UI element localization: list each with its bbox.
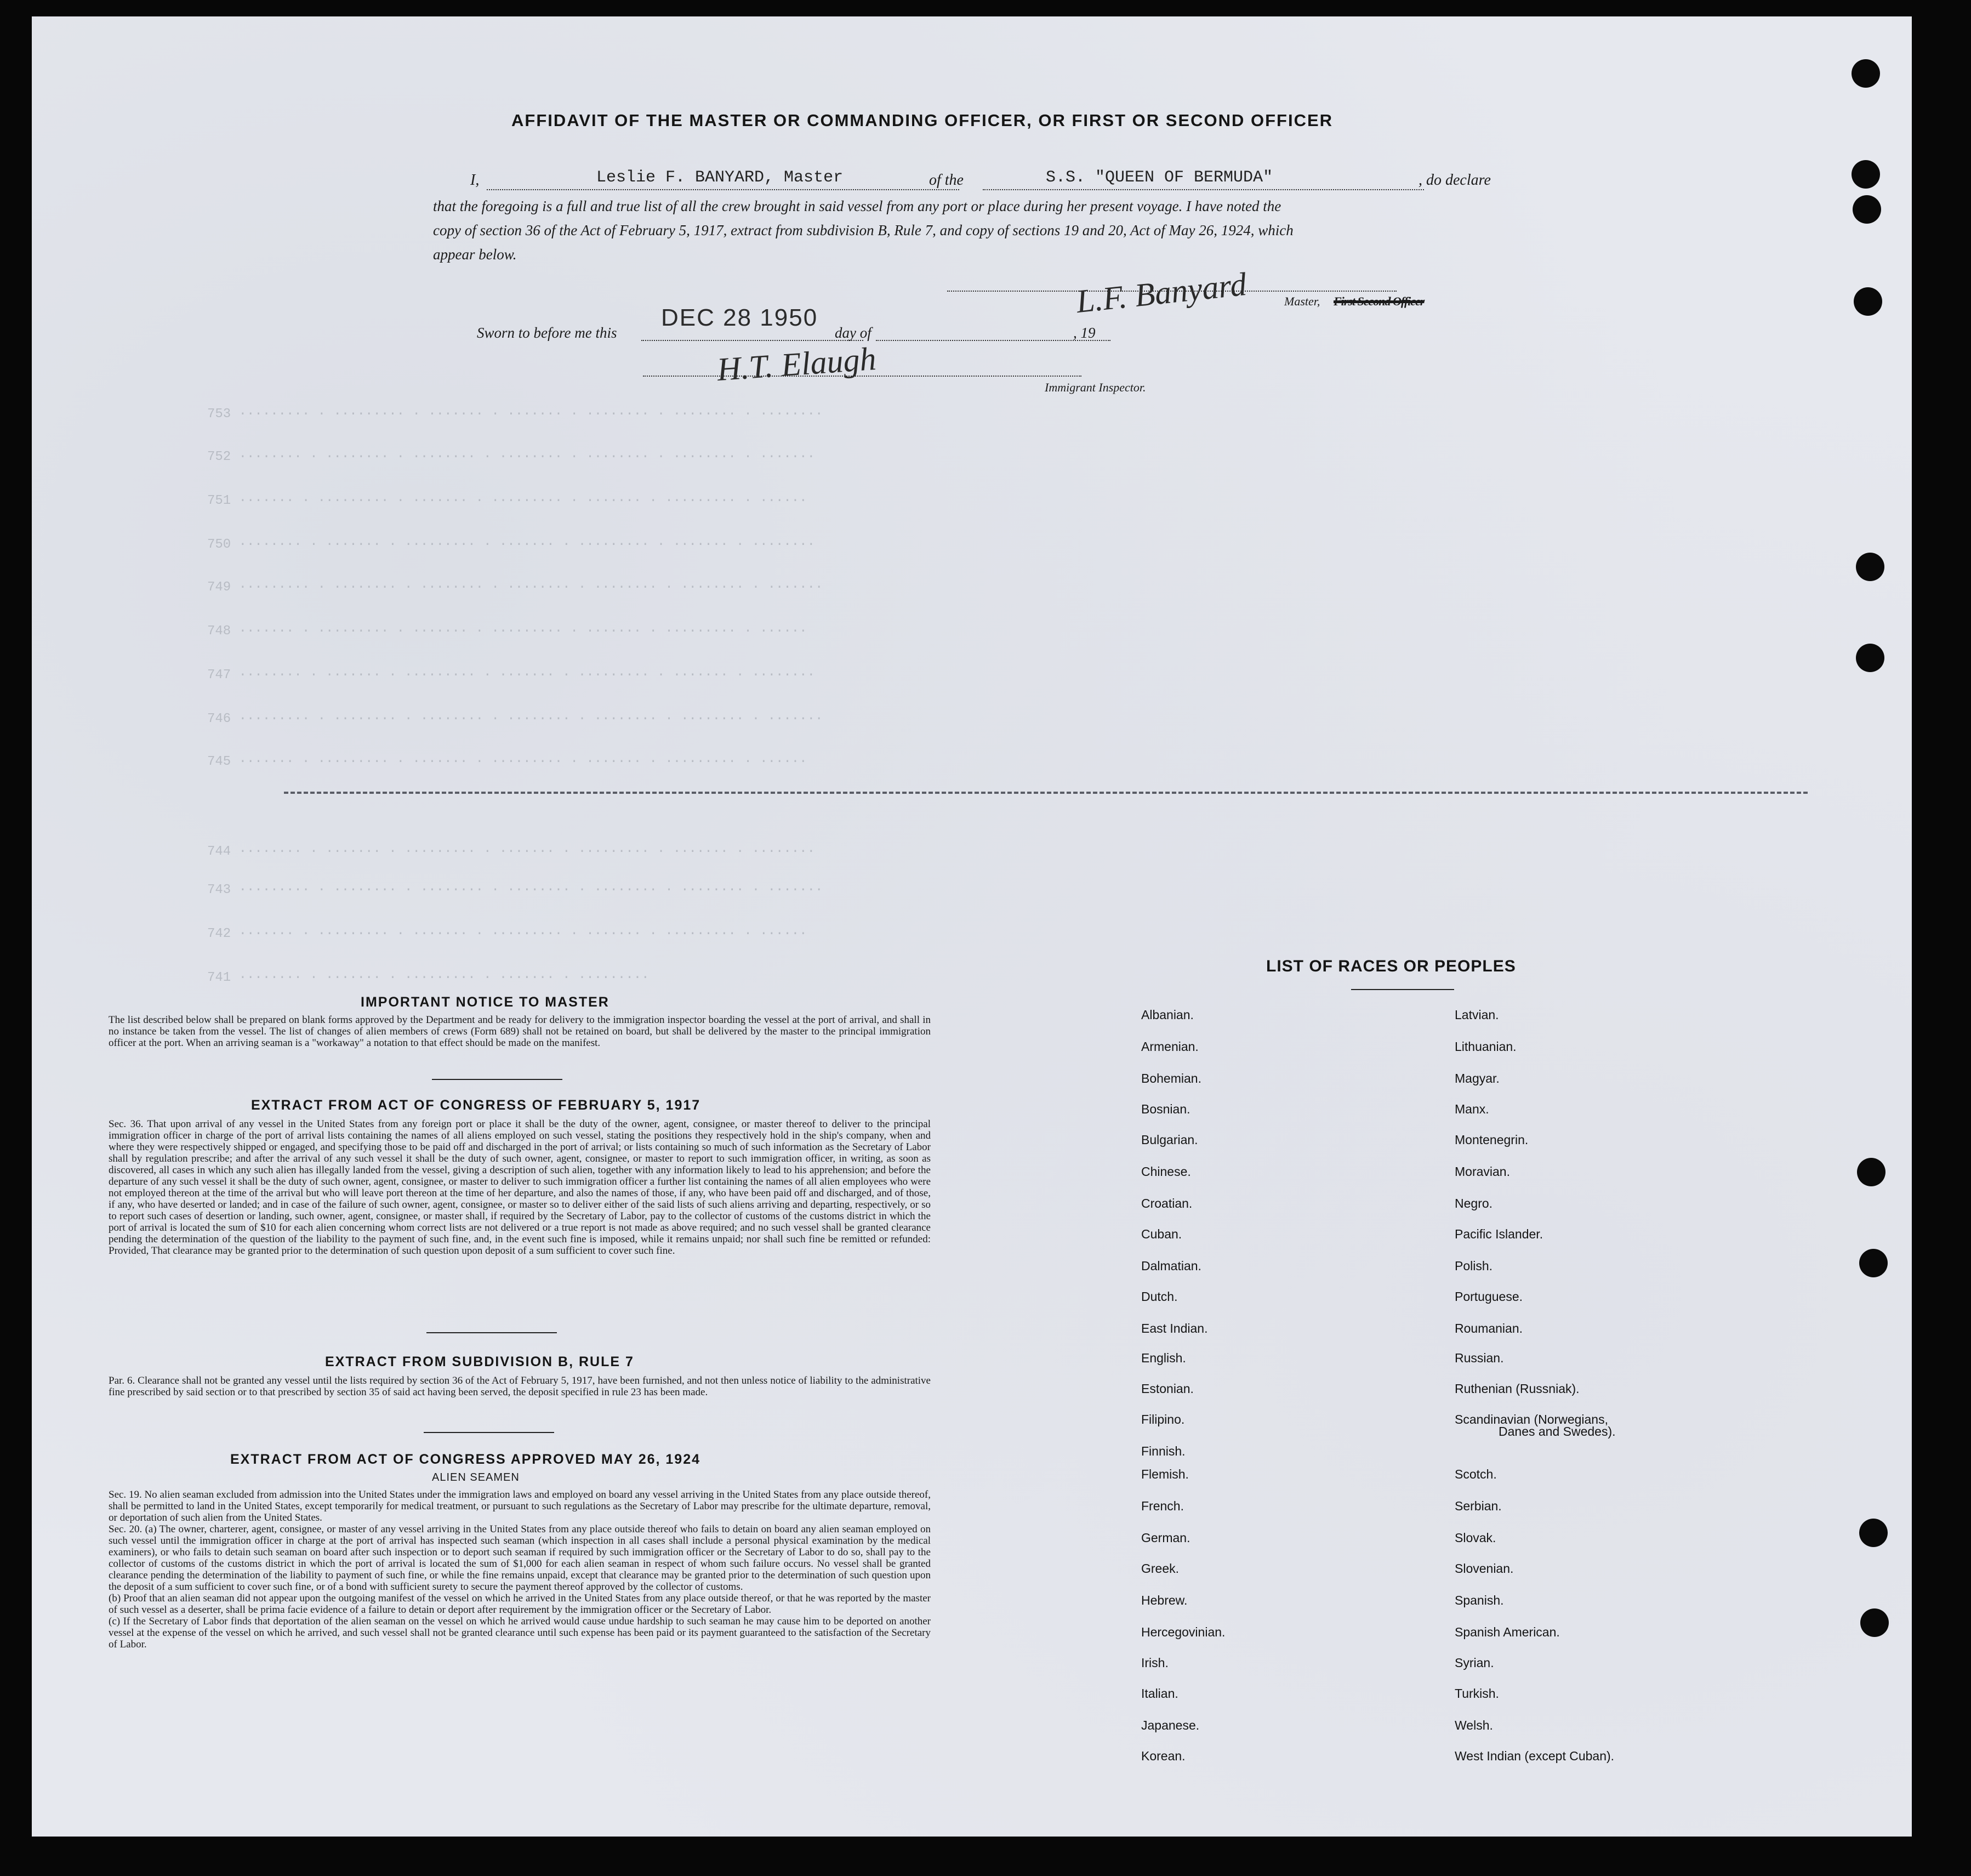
- race-item: Korean.: [1141, 1749, 1186, 1763]
- race-item: Albanian.: [1141, 1008, 1194, 1022]
- race-item: Latvian.: [1455, 1008, 1499, 1022]
- race-item: German.: [1141, 1531, 1190, 1545]
- race-item: Turkish.: [1455, 1686, 1499, 1701]
- race-item: English.: [1141, 1351, 1186, 1365]
- race-item: Pacific Islander.: [1455, 1227, 1543, 1241]
- races-title: LIST OF RACES OR PEOPLES: [1266, 957, 1516, 975]
- race-item: Cuban.: [1141, 1227, 1182, 1241]
- race-item: Greek.: [1141, 1561, 1180, 1576]
- i-label: I,: [470, 172, 480, 189]
- sec-20c: (c) If the Secretary of Labor finds that deportation of the alien seaman on the vessel on which he arrived would cause undue hardship to such seaman he may cause him to be deported on another vessel at the expense of the vessel on which he arrived, and such vessel shall not be granted clearance until such expense has been paid or its payment guaranteed to the satisfaction of the Secretary of Labor.: [109, 1616, 931, 1650]
- binder-hole: [1853, 195, 1881, 224]
- race-item: Roumanian.: [1455, 1321, 1523, 1335]
- inspector-signature: H.T. Elaugh: [716, 340, 878, 388]
- binder-hole: [1860, 1608, 1889, 1637]
- race-item-continuation: Danes and Swedes).: [1499, 1424, 1616, 1439]
- declaration-line-2: copy of section 36 of the Act of February 5, 1917, extract from subdivision B, Rule 7, and copy of sections 19 and 20, Act of May 26, 1924, which: [433, 222, 1294, 238]
- extract-1924-body: [109, 1489, 931, 1650]
- binder-hole: [1859, 1249, 1888, 1277]
- extract-rule7-title: EXTRACT FROM SUBDIVISION B, RULE 7: [325, 1354, 634, 1369]
- sec-20b: (b) Proof that an alien seaman did not appear upon the outgoing manifest of the vessel on which he arrived in the United States from any place outside thereof, or that he was reported by the master of such vessel as a deserter, shall be prima facie evidence of a failure to detain or deport after requirement by the immigration officer or the Secretary of Labor.: [109, 1593, 931, 1616]
- race-item: Japanese.: [1141, 1718, 1200, 1732]
- race-item: Filipino.: [1141, 1412, 1185, 1426]
- race-item: Serbian.: [1455, 1499, 1502, 1513]
- race-item: Estonian.: [1141, 1382, 1194, 1396]
- do-declare-label: , do declare: [1419, 172, 1491, 189]
- declaration-line-1: that the foregoing is a full and true list of all the crew brought in said vessel from any port or place during her present voyage. I have noted the: [433, 198, 1281, 214]
- notice-title: IMPORTANT NOTICE TO MASTER: [361, 994, 609, 1010]
- race-item: Magyar.: [1455, 1071, 1500, 1085]
- race-item: Polish.: [1455, 1259, 1493, 1273]
- notice-body: The list described below shall be prepared on blank forms approved by the Department and be ready for delivery to the immigration inspector boarding the vessel at the port of arrival, and shall in no instance be taken from the vessel. The list of changes of alien members of crews (Form 689) shall not be retained on board, but shall be delivered by the master to the principal immigration officer at the port. When an arriving seaman is a "workaway" a notation to that effect should be made on the manifest.: [109, 1014, 931, 1049]
- race-item: Ruthenian (Russniak).: [1455, 1382, 1580, 1396]
- race-item: Slovenian.: [1455, 1561, 1514, 1576]
- divider: [426, 1332, 557, 1333]
- sworn-label: Sworn to before me this: [477, 325, 617, 341]
- race-item: French.: [1141, 1499, 1184, 1513]
- race-item: Spanish American.: [1455, 1625, 1560, 1639]
- sec-19: Sec. 19. No alien seaman excluded from admission into the United States under the immigration laws and employed on board any vessel arriving in the United States from any place outside thereof, shall be permitted to land in the United States, except temporarily for medical treatment, or pursuant to such regulations as the Secretary of Labor may prescribe for the ultimate departure, removal, or deportation of such alien from the United States.: [109, 1489, 931, 1523]
- extract-1917-title: EXTRACT FROM ACT OF CONGRESS OF FEBRUARY 5, 1917: [251, 1098, 701, 1113]
- race-item: West Indian (except Cuban).: [1455, 1749, 1615, 1763]
- manifest-sheet: 753 ········· · ········· · ······· · ······· · ········ · ········ · ········ 752 ········ · ········ · ········ · ········ · ········ · ········ · ······· 751 ······· · ········· · ······· · ········· · ······· · ········· · ······ 750 ········ · ······· · ········· · ······· · ········· · ······· · ········ 749 ········· · ········ · ········ · ········ · ········ · ········ · ······· 748 ······· · ········· · ······· · ········· · ······· · ········· · ······ 747 ········ · ······· · ········· · ······· · ········· · ······· · ········ 746 ········· · ········ · ········ · ········ · ········ · ········ · ······· 745 ······· · ········· · ······· · ········· · ······· · ········· · ······ 744 ········ · ······· · ········· · ······· · ········· · ······· · ········ 743 ········· · ········ · ········ · ········ · ········ · ········ · ······· 742 ······· · ········· · ······· · ········· · ······· · ········· · ······ 741 ········ · ······· · ········· · ······· · ········· AFFIDAVIT OF THE MASTER OR COMMANDING OFFICER, OR FIRST OR SECOND OFFICER I, Leslie F. BANYARD, Master of the S.S. "QUEEN OF BERMUDA" , do declare that the foregoing is a full and true list of all the crew brought in said vessel from any port or place during her present voyage. I have noted the copy of section 36 of the Act of February 5, 1917, extract from subdivision B, Rule 7, and copy of sections 19 and 20, Act of May 26, 1924, which appear below. L.F. Banyard Master, First Second Officer Sworn to before me this DEC 28 1950 day of , 19 H.T. Elaugh Immigrant Inspector. IMPORTANT NOTICE TO MASTER The list described below shall be prepared on blank forms approved by the Department and be ready for delivery to the immigration inspector boarding the vessel at the port of arrival, and shall in no instance be taken from the vessel. The list of changes of alien members of crews (Form 689) shall not be retained on board, but shall be delivered by the master to the principal immigration officer at the port. When an arriving seaman is a "workaway" a notation to that effect should be made on the manifest. EXTRACT FROM ACT OF CONGRESS OF FEBRUARY 5, 1917 Sec. 36. That upon arrival of any vessel in the United States from any foreign port or place it shall be the duty of the owner, agent, consignee, or master thereof to deliver to the principal immigration officer in charge of the port of arrival lists containing the names of all aliens employed on such vessel, stating the positions they respectively hold in the ship's company, when and where they were respectively shipped or engaged, and specifying those to be paid off and discharged in the port of arrival; or lists containing so much of such information as the Secretary of Labor shall by regulation prescribe; and after the arrival of any such vessel it shall be the duty of such owner, agent, consignee, or master to report to such immigration officer, in writing, as soon as discovered, all cases in which any such alien has illegally landed from the vessel, giving a description of such alien, together with any information likely to lead to his apprehension; and before the departure of any such vessel it shall be the duty of such owner, agent, consignee, or master to deliver to such immigration officer a further list containing the names of all alien employees who were not employed thereon at the time of the arrival but who will leave port thereon at the time of her departure, and also the names of those, if any, who have been paid off and discharged, and of those, if any, who have deserted or landed; and in case of the failure of such owner, agent, consignee, or master so to deliver either of the said lists of such aliens arriving and departing, respectively, or so to report such cases of desertion or landing, such owner, agent, consignee, or master shall, if required by the Secretary of Labor, pay to the collector of customs of the customs district in which the port of arrival is located the sum of $10 for each alien concerning whom correct lists are not delivered or a true report is not made as above required; and no such vessel shall be granted clearance pending the determination of the question of the liability to the payment of such fine, and, in the event such fine is imposed, while it remains unpaid; nor shall such fine be remitted or refunded: Provided, That clearance may be granted prior to the determination of such question upon deposit of a sum sufficient to cover such fine. EXTRACT FROM SUBDIVISION B, RULE 7 Par. 6. Clearance shall not be granted any vessel until the lists required by section 36 of the Act of February 5, 1917, have been furnished, and not then unless notice of liability to the administrative fine prescribed by said section or to that prescribed by section 35 of said act having been served, the deposit specified in rule 23 has been made. EXTRACT FROM ACT OF CONGRESS APPROVED MAY 26, 1924 ALIEN SEAMEN Sec. 19. No alien seaman excluded from admission into the United States under the immigration laws and employed on board any vessel arriving in the United States from any place outside thereof, shall be permitted to land in the United States, except temporarily for medical treatment, or pursuant to such regulations as the Secretary of Labor may prescribe for the ultimate departure, removal, or deportation of such alien from the United States. Sec. 20. (a) The owner, charterer, agent, consignee, or master of any vessel arriving in the United States from any place outside thereof who fails to detain on board any alien seaman employed on such vessel until the immigration officer in charge at the port of arrival has inspected such seaman (which inspection in all cases shall include a personal physical examination by the medical examiners), or who fails to detain such seaman on board after such inspection or to deport such seaman if required by such immigration officer or the Secretary of Labor to do so, shall pay to the collector of customs of the customs district in which the port of arrival is located the sum of $1,000 for each alien seaman in respect of whom such failure occurs. No vessel shall be granted clearance pending the determination of the liability to payment of such fine, or while the fine remains unpaid, except that clearance may be granted prior to the determination of such question upon the deposit of a sum sufficient to cover such fine, or of a bond with sufficient surety to secure the payment thereof approved by the collector of customs. (b) Proof that an alien seaman did not appear upon the outgoing manifest of the vessel on which he arrived in the United States from any place outside thereof, or that he was reported by the master of such vessel as a deserter, shall be prima facie evidence of a failure to detain or deport after requirement by the immigration officer or the Secretary of Labor. (c) If the Secretary of Labor finds that deportation of the alien seaman on the vessel on which he arrived would cause undue hardship to such seaman he may cause him to be deported on another vessel at the expense of the vessel on which he arrived, and such vessel shall not be granted clearance until such expense has been paid or its payment guaranteed to the satisfaction of the Secretary of Labor. LIST OF RACES OR PEOPLES Danes and Swedes). Albanian. Armenian. Bohemian. Bosnian. Bulgarian. Chinese. Croatian. Cuban. Dalmatian. Dutch. East Indian. English. Estonian. Filipino. Finnish. Flemish. French. German. Greek. Hebrew. Hercegovinian. Irish. Italian. Japanese. Korean. Latvian. Lithuanian. Magyar. Manx. Montenegrin. Moravian. Negro. Pacific Islander. Polish. Portuguese. Roumanian. Russian. Ruthenian (Russniak). Scandinavian (Norwegians, Scotch. Serbian. Slovak. Slovenian. Spanish. Spanish American. Syrian. Turkish. Welsh. West Indian (except Cuban).: [32, 16, 1912, 1837]
- extract-1924-title: EXTRACT FROM ACT OF CONGRESS APPROVED MAY 26, 1924: [230, 1452, 701, 1467]
- date-stamp: DEC 28 1950: [661, 304, 818, 331]
- master-label: Master,: [1284, 294, 1320, 308]
- race-item: Montenegrin.: [1455, 1133, 1529, 1147]
- struck-officer-title: First Second Officer: [1334, 294, 1425, 308]
- race-item: Chinese.: [1141, 1164, 1191, 1179]
- race-item: Bohemian.: [1141, 1071, 1201, 1085]
- day-of-label: day of: [835, 325, 871, 341]
- declaration-text: [433, 194, 1502, 266]
- race-item: Scotch.: [1455, 1467, 1497, 1481]
- race-item: Welsh.: [1455, 1718, 1493, 1732]
- inspector-label: Immigrant Inspector.: [1045, 380, 1146, 394]
- binder-hole: [1859, 1519, 1888, 1547]
- race-item: Hebrew.: [1141, 1593, 1188, 1607]
- race-item: Moravian.: [1455, 1164, 1510, 1179]
- race-item: Bulgarian.: [1141, 1133, 1198, 1147]
- master-name: Leslie F. BANYARD, Master: [596, 168, 844, 187]
- race-item: Dalmatian.: [1141, 1259, 1201, 1273]
- race-item: Croatian.: [1141, 1196, 1193, 1210]
- declaration-line-3: appear below.: [433, 246, 517, 263]
- alien-seamen-subtitle: ALIEN SEAMEN: [432, 1471, 520, 1483]
- race-item: Dutch.: [1141, 1289, 1178, 1304]
- binder-hole: [1852, 59, 1880, 88]
- binder-hole: [1852, 160, 1880, 189]
- race-item: Portuguese.: [1455, 1289, 1523, 1304]
- binder-hole: [1854, 287, 1882, 316]
- race-item: Hercegovinian.: [1141, 1625, 1226, 1639]
- master-signature-line: [947, 291, 1397, 292]
- race-item: Bosnian.: [1141, 1102, 1190, 1116]
- race-item: Scandinavian (Norwegians,: [1455, 1412, 1608, 1426]
- race-item: Irish.: [1141, 1656, 1169, 1670]
- master-signature: L.F. Banyard: [1074, 265, 1249, 320]
- sworn-date-line: [641, 340, 863, 341]
- master-name-line: [487, 189, 959, 190]
- race-item: Lithuanian.: [1455, 1039, 1517, 1054]
- sec-20a: Sec. 20. (a) The owner, charterer, agent, consignee, or master of any vessel arriving in the United States from any place outside thereof who fails to detain on board any alien seaman employed on such vessel until the immigration officer in charge at the port of arrival has inspected such seaman (which inspection in all cases shall include a personal physical examination by the medical examiners), or who fails to detain such seaman on board after such inspection or to deport such seaman if required by such immigration officer or the Secretary of Labor to do so, shall pay to the collector of customs of the customs district in which the port of arrival is located the sum of $1,000 for each alien seaman in respect of whom such failure occurs. No vessel shall be granted clearance pending the determination of the liability to payment of such fine, or while the fine remains unpaid, except that clearance may be granted prior to the determination of such question upon the deposit of a sum sufficient to cover such fine, or of a bond with sufficient surety to secure the payment thereof approved by the collector of customs.: [109, 1523, 931, 1593]
- race-item: Negro.: [1455, 1196, 1493, 1210]
- binder-hole: [1857, 1158, 1885, 1186]
- binder-hole: [1856, 553, 1884, 581]
- affidavit-title: AFFIDAVIT OF THE MASTER OR COMMANDING OFFICER, OR FIRST OR SECOND OFFICER: [511, 111, 1334, 130]
- divider: [432, 1079, 562, 1080]
- divider: [424, 1432, 554, 1433]
- race-item: Russian.: [1455, 1351, 1504, 1365]
- race-item: Manx.: [1455, 1102, 1489, 1116]
- year-prefix: , 19: [1073, 325, 1096, 341]
- race-item: East Indian.: [1141, 1321, 1208, 1335]
- extract-rule7-body: Par. 6. Clearance shall not be granted any vessel until the lists required by section 36 of the Act of February 5, 1917, have been furnished, and not then unless notice of liability to the administrative fine prescribed by said section or to that prescribed by section 35 of said act having been served, the deposit specified in rule 23 has been made.: [109, 1375, 931, 1398]
- vessel-name: S.S. "QUEEN OF BERMUDA": [1046, 168, 1273, 187]
- extract-1917-body: Sec. 36. That upon arrival of any vessel in the United States from any foreign port or place it shall be the duty of the owner, agent, consignee, or master thereof to deliver to the principal immigration officer in charge of the port of arrival lists containing the names of all aliens employed on such vessel, stating the positions they respectively hold in the ship's company, when and where they were respectively shipped or engaged, and specifying those to be paid off and discharged in the port of arrival; or lists containing so much of such information as the Secretary of Labor shall by regulation prescribe; and after the arrival of any such vessel it shall be the duty of such owner, agent, consignee, or master to report to such immigration officer, in writing, as soon as discovered, all cases in which any such alien has illegally landed from the vessel, giving a description of such alien, together with any information likely to lead to his apprehension; and before the departure of any such vessel it shall be the duty of such owner, agent, consignee, or master to deliver to such immigration officer a further list containing the names of all alien employees who were not employed thereon at the time of the arrival but who will leave port thereon at the time of her departure, and also the names of those, if any, who have been paid off and discharged, and of those, if any, who have deserted or landed; and in case of the failure of such owner, agent, consignee, or master so to deliver either of the said lists of such aliens arriving and departing, respectively, or so to report such cases of desertion or landing, such owner, agent, consignee, or master shall, if required by the Secretary of Labor, pay to the collector of customs of the customs district in which the port of arrival is located the sum of $10 for each alien concerning whom correct lists are not delivered or a true report is not made as above required; and no such vessel shall be granted clearance pending the determination of the question of the liability to the payment of such fine, and, in the event such fine is imposed, while it remains unpaid; nor shall such fine be remitted or refunded: Provided, That clearance may be granted prior to the determination of such question upon deposit of a sum sufficient to cover such fine.: [109, 1118, 931, 1257]
- inspector-signature-line: [643, 376, 1081, 377]
- race-item: Spanish.: [1455, 1593, 1504, 1607]
- race-item: Italian.: [1141, 1686, 1178, 1701]
- of-the-label: of the: [929, 172, 964, 189]
- race-item: Armenian.: [1141, 1039, 1199, 1054]
- race-item: Finnish.: [1141, 1444, 1186, 1458]
- races-divider: [1351, 989, 1454, 990]
- binder-hole: [1856, 644, 1884, 672]
- race-item: Slovak.: [1455, 1531, 1496, 1545]
- vessel-name-line: [983, 189, 1424, 190]
- race-item: Syrian.: [1455, 1656, 1494, 1670]
- race-item: Flemish.: [1141, 1467, 1189, 1481]
- bleed-through-rule: [284, 792, 1808, 794]
